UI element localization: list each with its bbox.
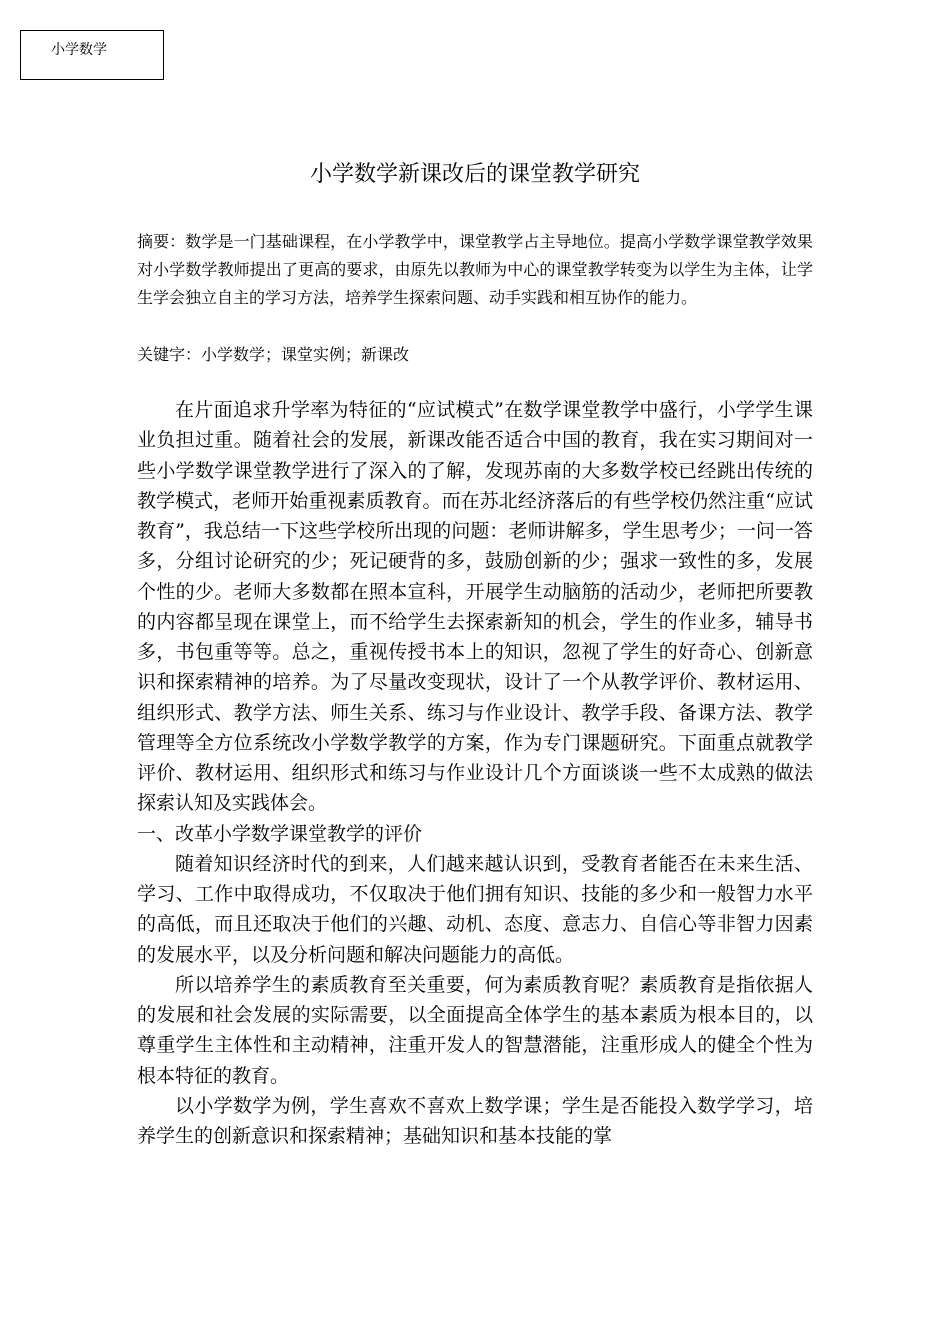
keywords: 关键字：小学数学；课堂实例；新课改 [137,345,410,364]
document-title: 小学数学新课改后的课堂教学研究 [309,162,640,187]
section-heading: 一、改革小学数学课堂教学的评价 [137,822,423,845]
body-paragraph: 以小学数学为例，学生喜欢不喜欢上数学课；学生是否能投入数学学习，培养学生的创新意识和探索精神；基础知识和基本技能的掌 [137,1094,813,1147]
body-paragraph: 随着知识经济时代的到来，人们越来越认识到，受教育者能否在未来生活、学习、工作中取得成功，不仅取决于他们拥有知识、技能的多少和一般智力水平的高低，而且还取决于他们的兴趣、动机、态度、意志力、自信心等非智力因素的发展水平，以及分析问题和解决问题能力的高低。 [137,852,813,966]
body-paragraph: 所以培养学生的素质教育至关重要，何为素质教育呢？素质教育是指依据人的发展和社会发展的实际需要，以全面提高全体学生的基本素质为根本目的，以尊重学生主体性和主动精神，注重开发人的智慧潜能，注重形成人的健全个性为根本特征的教育。 [137,973,813,1087]
intro-paragraph: 在片面追求升学率为特征的“应试模式”在数学课堂教学中盛行，小学学生课业负担过重。随着社会的发展，新课改能否适合中国的教育，我在实习期间对一些小学数学课堂教学进行了深入的了解，发现苏南的大多数学校已经跳出传统的教学模式，老师开始重视素质教育。而在苏北经济落后的有些学校仍然注重“应试教育”，我总结一下这些学校所出现的问题：老师讲解多，学生思考少；一问一答多，分组讨论研究的少；死记硬背的多，鼓励创新的少；强求一致性的多，发展个性的少。老师大多数都在照本宣科，开展学生动脑筋的活动少，老师把所要教的内容都呈现在课堂上，而不给学生去探索新知的机会，学生的作业多，辅导书多，书包重等等。总之，重视传授书本上的知识，忽视了学生的好奇心、创新意识和探索精神的培养。为了尽量改变现状，设计了一个从教学评价、教材运用、组织形式、教学方法、师生关系、练习与作业设计、教学手段、备课方法、教学管理等全方位系统改小学数学教学的方案，作为专门课题研究。下面重点就教学评价、教材运用、组织形式和练习与作业设计几个方面谈谈一些不太成熟的做法探索认知及实践体会。 [137,399,813,815]
abstract: 摘要：数学是一门基础课程，在小学教学中，课堂教学占主导地位。提高小学数学课堂教学效果对小学数学教师提出了更高的要求，由原先以教师为中心的课堂教学转变为以学生为主体，让学生学会独立自主的学习方法，培养学生探索问题、动手实践和相互协作的能力。 [137,232,813,307]
subject-tag-box [20,30,164,80]
subject-tag-label: 小学数学 [51,42,107,58]
document-body [137,395,813,1151]
